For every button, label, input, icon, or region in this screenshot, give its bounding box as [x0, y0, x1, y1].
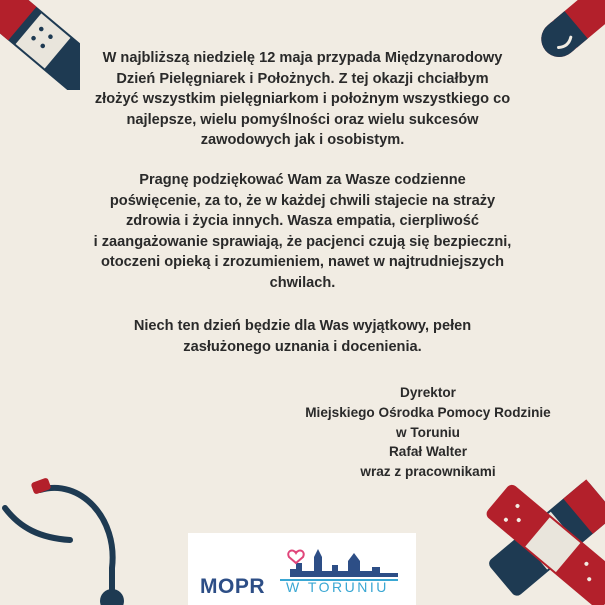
bandage-bottom-right-icon: [480, 470, 605, 605]
mopr-logo: [188, 533, 416, 605]
signature-block: [292, 383, 564, 482]
signature-staff: wraz z pracownikami: [360, 464, 496, 480]
logo-name: MOPR: [200, 575, 265, 598]
stethoscope-icon: [0, 468, 140, 605]
signature-name: Rafał Walter: [388, 444, 468, 460]
signature-city: w Toruniu: [396, 424, 460, 440]
greeting-paragraph-3: Niech ten dzień będzie dla Was wyjątkowy, pełen zasłużonego uznania i docenienia.: [133, 318, 472, 355]
signature-title: Dyrektor: [400, 385, 456, 400]
signature-institution: Miejskiego Ośrodka Pomocy Rodzinie: [305, 404, 551, 420]
greeting-paragraph-2: Pragnę podziękować Wam za Wasze codzienne poświęcenie, za to, że w każdej chwili stajecie na straży zdrowia i życia innych. Wasza empatia, cierpliwość i zaangażowanie sprawiają, że pacjenci czują się bezpieczni, otoczeni opieką i zrozumieniem, nawet w najtrudniejszych chwilach.: [93, 172, 512, 291]
greeting-paragraph-1: W najbliższą niedzielę 12 maja przypada Międzynarodowy Dzień Pielęgniarek i Położnych. Z tej okazji chciałbym złożyć wszystkim pielęgniarkom i położnym wszystkiego co najlepsze, wielu pomyślności oraz wielu sukcesów zawodowych jak i osobistym.: [94, 50, 511, 149]
logo-subtitle: W TORUNIU: [286, 579, 389, 595]
city-skyline-icon: [280, 543, 398, 583]
